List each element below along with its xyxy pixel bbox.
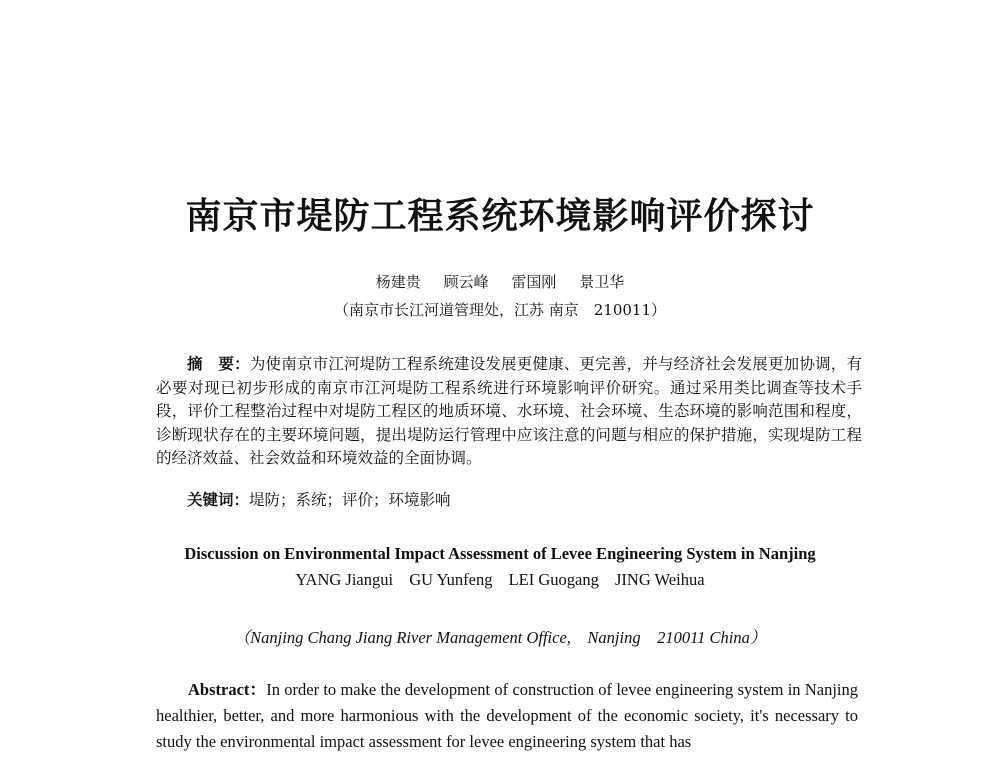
keywords-cn: [187, 488, 862, 510]
abstract-text-en: In order to make the development of construction of levee engineering system in Nanjing healthier, better, and more harmonious with the development of the economic society, it's necessary to study the environmental impact assessment for levee engineering system that has: [156, 680, 858, 751]
paper-title-en: Discussion on Environmental Impact Assessment of Levee Engineering System in Nanjing: [184, 544, 816, 563]
author-name-cn: 顾云峰: [443, 273, 489, 291]
author-name-cn: 景卫华: [579, 273, 625, 291]
abstract-cn: [156, 352, 862, 471]
author-name-en: LEI Guogang: [508, 570, 599, 589]
abstract-en: [156, 677, 858, 755]
paper-title-cn: 南京市堤防工程系统环境影响评价探讨: [185, 195, 815, 237]
author-name-cn: 杨建贵: [375, 273, 421, 291]
affiliation-en: （Nanjing Chang Jiang River Management Office, Nanjing 210011 China）: [233, 628, 767, 647]
keywords-text-cn: 堤防；系统；评价；环境影响: [249, 491, 451, 509]
author-name-en: YANG Jiangui: [295, 570, 394, 589]
abstract-text-cn: 为使南京市江河堤防工程系统建设发展更健康、更完善，并与经济社会发展更加协调，有必要对现已初步形成的南京市江河堤防工程系统进行环境影响评价研究。通过采用类比调查等技术手段，评价工程整治过程中对堤防工程区的地质环境、水环境、社会环境、生态环境的影响范围和程度，诊断现状存在的主要环境问题，提出堤防运行管理中应该注意的问题与相应的保护措施，实现堤防工程的经济效益、社会效益和环境效益的全面协调。: [156, 355, 862, 468]
affiliation-cn: （南京市长江河道管理处，江苏 南京 210011）: [333, 301, 667, 319]
abstract-label-en: Abstract：: [188, 680, 267, 699]
author-name-cn: 雷国刚: [511, 273, 557, 291]
keywords-label-cn: 关键词：: [187, 490, 250, 509]
author-name-en: GU Yunfeng: [409, 570, 493, 589]
author-name-en: JING Weihua: [614, 570, 705, 589]
abstract-label-cn: 摘 要：: [187, 354, 250, 373]
author-list-en: [0, 570, 1000, 590]
author-list-cn: [0, 271, 1000, 292]
